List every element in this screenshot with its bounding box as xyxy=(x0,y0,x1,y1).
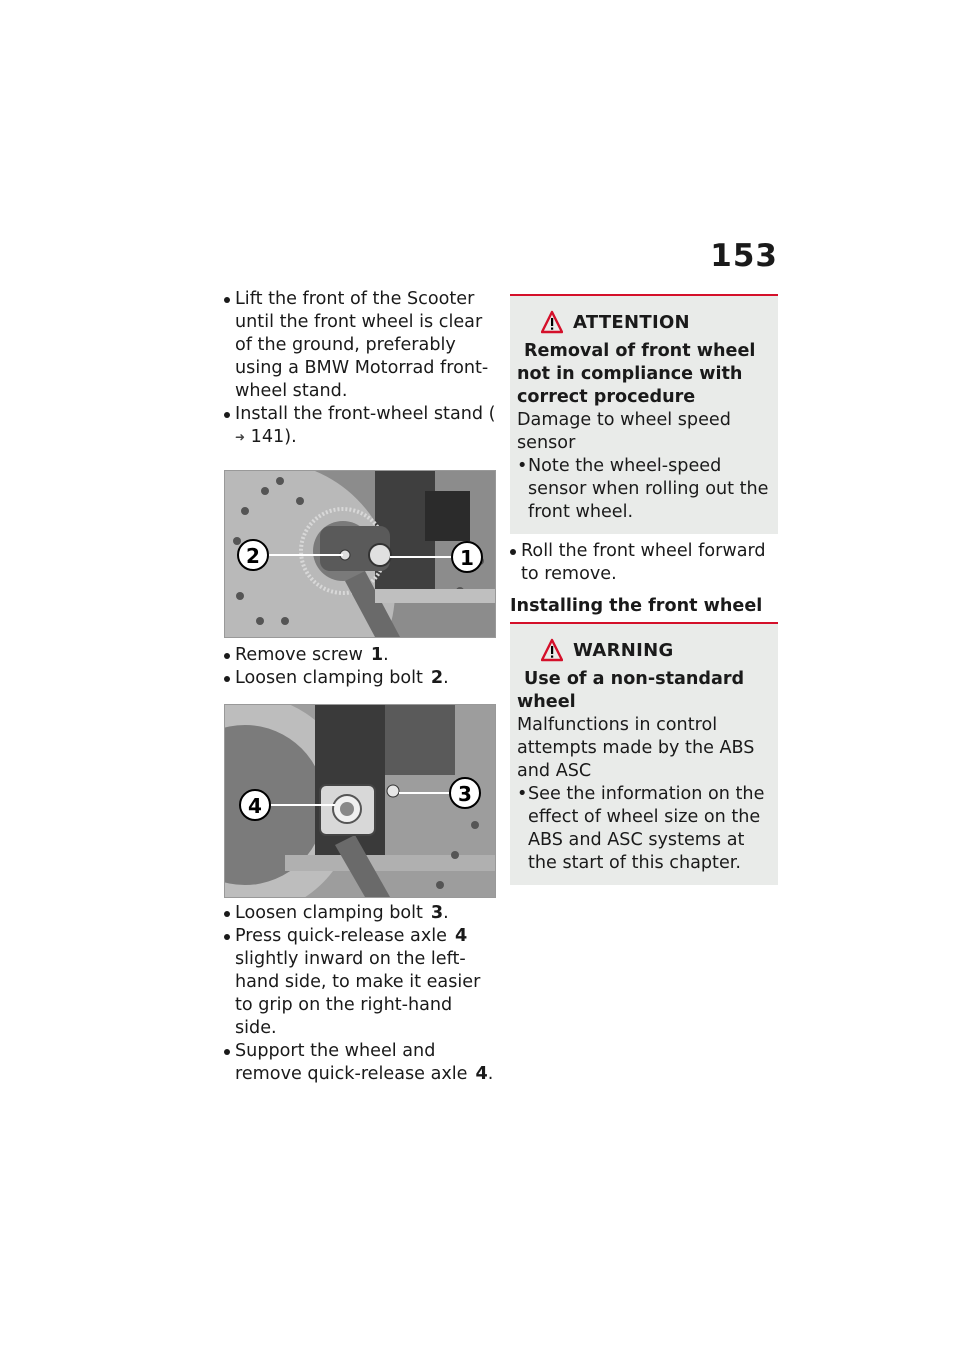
step-remove-screw-text: Remove screw xyxy=(235,645,363,665)
right-column xyxy=(510,294,778,885)
ref-number: 4 xyxy=(475,1064,488,1084)
figure-quick-release-axle-illustration xyxy=(225,705,495,897)
warning-label: WARNING xyxy=(573,639,674,661)
step-end: . xyxy=(443,668,449,688)
callout-3: 3 xyxy=(458,782,472,806)
warning-actions xyxy=(517,783,771,875)
step-loosen-bolt-2-text: Loosen clamping bolt xyxy=(235,668,423,688)
page-number: 153 xyxy=(710,238,778,274)
step-end: . xyxy=(487,1064,494,1084)
ref-number: 2 xyxy=(430,668,444,688)
ref-number: 4 xyxy=(454,926,468,946)
figure-quick-release-axle xyxy=(224,704,496,898)
attention-title: Removal of front wheel not in compliance with correct procedure xyxy=(517,341,756,407)
attention-header xyxy=(517,310,771,334)
intro-steps xyxy=(224,288,496,449)
step-remove-axle xyxy=(224,1040,496,1086)
callout-1: 1 xyxy=(460,546,474,570)
attention-actions xyxy=(517,455,771,524)
step-lift-scooter: Lift the front of the Scooter until the front wheel is clear of the ground, preferably using a BMW Motorrad front-wheel stand. xyxy=(224,288,496,403)
warning-title: Use of a non-standard wheel xyxy=(517,669,745,712)
warning-action: • See the information on the effect of wheel size on the ABS and ASC systems at the start of this chapter. xyxy=(517,783,771,875)
attention-consequence: Damage to wheel speed sensor xyxy=(517,410,731,453)
roll-step-list xyxy=(510,540,778,586)
ref-number: 1 xyxy=(370,645,384,665)
step-press-axle xyxy=(224,925,496,1040)
warning-triangle-icon xyxy=(541,638,563,662)
figure-wheel-screw-illustration xyxy=(225,471,495,637)
callout-2: 2 xyxy=(246,544,260,568)
step-loosen-bolt-3 xyxy=(224,902,496,925)
attention-action: • Note the wheel-speed sensor when rolling out the front wheel. xyxy=(517,455,771,524)
step-install-stand-text: Install the front-wheel stand xyxy=(235,404,484,424)
ref-number: 3 xyxy=(430,903,444,923)
warning-box xyxy=(510,622,778,885)
attention-box xyxy=(510,294,778,534)
step-end: . xyxy=(383,645,389,665)
step-roll-wheel: Roll the front wheel forward to remove. xyxy=(510,540,778,586)
figure1-steps xyxy=(224,644,496,690)
warning-consequence: Malfunctions in control attempts made by the ABS and ASC xyxy=(517,715,755,781)
step-remove-screw xyxy=(224,644,496,667)
left-column xyxy=(224,288,496,1086)
step-loosen-bolt-2 xyxy=(224,667,496,690)
step-remove-axle-text: Support the wheel and remove quick-release axle xyxy=(235,1041,468,1084)
step-press-axle-rest: slightly inward on the left-hand side, to make it easier to grip on the right-hand side. xyxy=(235,949,481,1038)
section-heading: Installing the front wheel xyxy=(510,596,763,616)
figure2-steps xyxy=(224,902,496,1086)
step-end: . xyxy=(443,903,449,923)
step-press-axle-text: Press quick-release axle xyxy=(235,926,447,946)
attention-label: ATTENTION xyxy=(573,311,690,333)
step-loosen-bolt-3-text: Loosen clamping bolt xyxy=(235,903,423,923)
step-install-stand: Install the front-wheel stand (➜ 141). xyxy=(224,403,496,449)
warning-header xyxy=(517,638,771,662)
callout-4: 4 xyxy=(248,794,262,818)
page-ref-link[interactable]: 141). xyxy=(250,427,297,447)
figure-wheel-screw xyxy=(224,470,496,638)
page-ref-arrow-icon: ➜ xyxy=(235,430,246,444)
warning-triangle-icon xyxy=(541,310,563,334)
